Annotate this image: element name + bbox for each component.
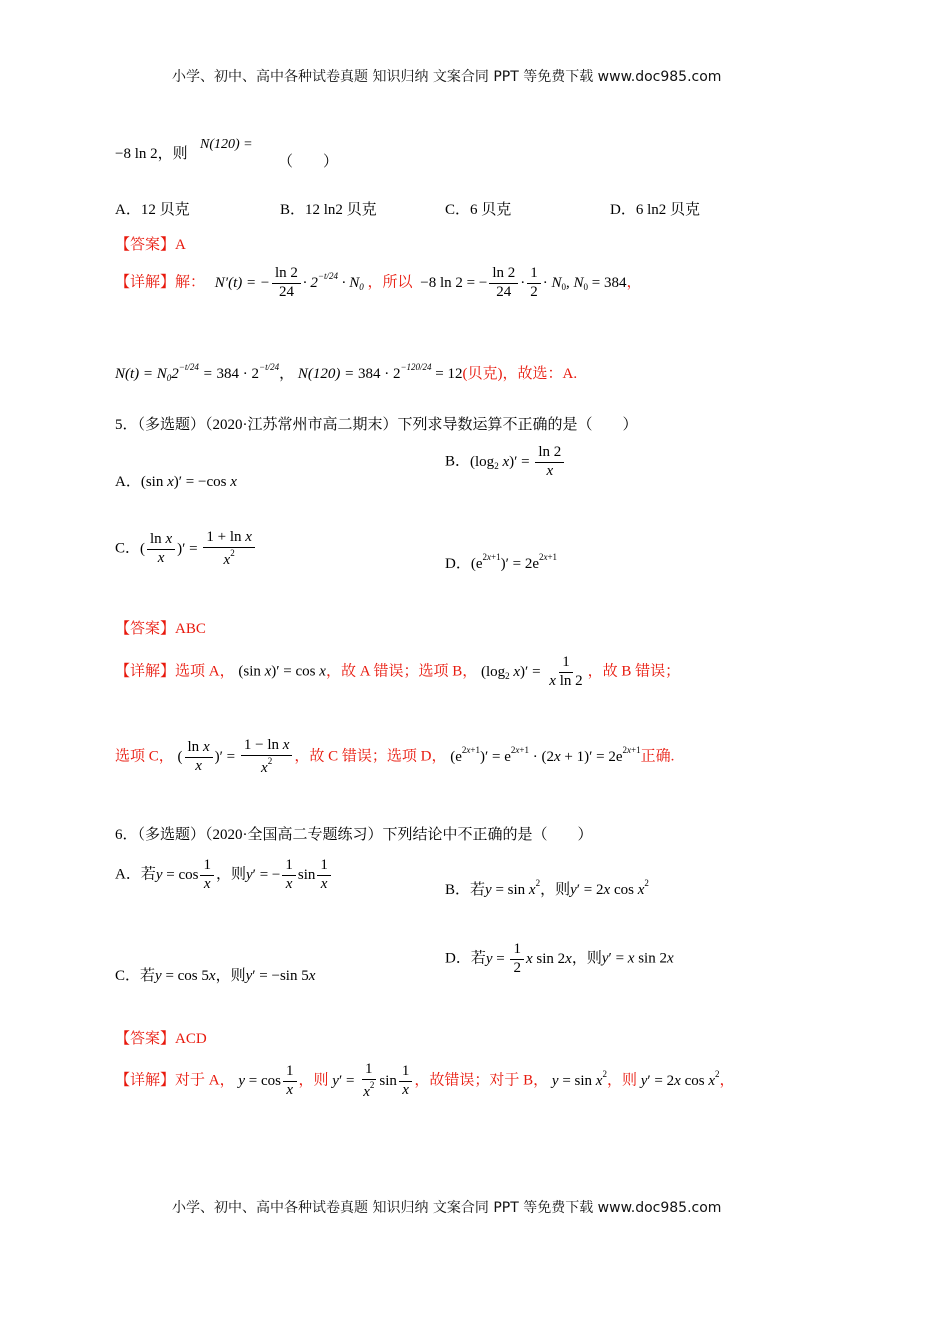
formula-n120: $N(120) = 384 \cdot 2^{-120/24} = 12$	[297, 362, 463, 382]
answer-value: ABC	[175, 621, 206, 637]
q4-expr-minus8ln2: −8 ln 2	[115, 146, 158, 162]
formula: y′ = −sin 5x	[245, 968, 316, 984]
formula: ($\log_2$ x)′ = $\frac{\ln 2}{x}$	[470, 454, 566, 470]
formula: $y = \sin x^2$	[485, 878, 541, 898]
q4-option-d: D．6 ln2 贝克	[610, 202, 701, 218]
page-footer: 小学、初中、高中各种试卷真题 知识归纳 文案合同 PPT 等免费下载 www.doc985.com	[172, 1200, 722, 1216]
q4-then: ，则	[157, 146, 188, 162]
formula: (sin x)′ = −cos x	[140, 474, 237, 490]
formula-n-t: $N(t) = N_02^{-t/24} = 384 \cdot 2^{-t/24}$	[115, 362, 280, 383]
q4-detail-line1	[115, 266, 642, 301]
formula: $(e^{2x+1})' = 2e^{2x+1}$	[470, 552, 558, 572]
q6-stem: 6．（多选题）（2020·全国高二专题练习）下列结论中不正确的是（ ）	[115, 827, 593, 843]
formula: y′ = x sin 2x	[601, 950, 674, 967]
q6-answer	[115, 1027, 207, 1048]
formula: y′ = − $\frac{1}{x}$ sin $\frac{1}{x}$	[246, 867, 333, 883]
formula: y = $\frac{1}{2}$ x sin 2x	[485, 941, 572, 976]
q4-detail-line2: $N(t) = N_02^{-t/24} = 384 \cdot 2^{-t/24}$， $N(120) = 384 \cdot 2^{-120/24} = 12$(贝克)，故选：A.	[115, 362, 578, 383]
formula-solve-n0: −8 ln 2 = − $\frac{\ln 2}{24}$ · $\frac{1}{2}$ · $N_0$, $N_0 = 384$	[420, 265, 627, 300]
q4-answer	[115, 233, 186, 254]
answer-label: 【答案】	[115, 237, 176, 253]
q4-expr-n120: N(120) =	[200, 137, 253, 152]
answer-value: ACD	[175, 1031, 207, 1047]
detail-label: 【详解】	[115, 663, 176, 680]
detail-text: ，所以	[367, 274, 413, 291]
formula: $y = \sin x^2$	[551, 1068, 607, 1089]
q6-option-a: A．若y = cos $\frac{1}{x}$ ，则y′ = − $\frac{1}{x}$ sin $\frac{1}{x}$	[115, 858, 333, 893]
q5-stem: 5．（多选题）（2020·江苏常州市高二期末）下列求导数运算不正确的是（ ）	[115, 417, 638, 433]
q5-detail-line2: 选项 C， ( $\frac{\text{ln x}}{x}$ )′ = $\frac{\text{1 − ln x}}{x^2}$ ，故 C 错误；选项 D， $(e^{2x+1})' = e^{2x+1} \cdot (2x + 1)' = 2e^{2x+1}$正确.	[115, 737, 675, 776]
formula: y = cos 5x	[155, 968, 216, 984]
detail-text: (贝克)，故选：A.	[462, 366, 578, 382]
formula: y = cos $\frac{1}{x}$	[238, 1073, 298, 1089]
formula: ( $\frac{\text{ln x}}{x}$ )′ = $\frac{\text{1 + ln x}}{x^2}$	[140, 541, 257, 557]
formula: y′ = 2x $\cos x^2$	[640, 1068, 720, 1089]
formula-n-prime: N′(t) = − $\frac{\ln 2}{24}$ · $2^{-t/24} \cdot N_0$	[214, 265, 364, 300]
q4-paren: （ ）	[278, 154, 339, 170]
q6-option-b: B．若$y = \sin x^2$，则y′ = 2x $\cos x^2$	[445, 878, 649, 898]
q6-detail-line1: 【详解】对于 A， y = cos $\frac{1}{x}$ ，则 y′ = $\frac{1}{x^2}$ sin $\frac{1}{x}$ ，故错误；对于 B， $y = \sin x^2$，则 y′ = 2x $\cos x^2$，	[115, 1061, 735, 1100]
formula: y′ = 2x $\cos x^2$	[570, 878, 649, 898]
q5-option-d: D．$(e^{2x+1})' = 2e^{2x+1}$	[445, 552, 558, 572]
q5-answer	[115, 617, 206, 638]
detail-text: 解：	[175, 274, 206, 291]
q6-option-c: C．若y = cos 5x，则y′ = −sin 5x	[115, 968, 316, 984]
q4-option-c: C．6 贝克	[445, 202, 512, 218]
q4-option-b: B．12 ln2 贝克	[280, 202, 377, 218]
detail-text: ，	[626, 274, 642, 291]
q6-option-d: D．若y = $\frac{1}{2}$ x sin 2x，则y′ = x sin 2x	[445, 941, 674, 976]
page-header: 小学、初中、高中各种试卷真题 知识归纳 文案合同 PPT 等免费下载 www.doc985.com	[172, 69, 722, 85]
q5-option-a: A．(sin x)′ = −cos x	[115, 474, 237, 490]
q4-continuation	[115, 142, 188, 163]
detail-label: 【详解】	[115, 274, 176, 291]
answer-label: 【答案】	[115, 1031, 176, 1047]
q4-option-a: A．12 贝克	[115, 202, 190, 218]
q5-detail-line1: 【详解】选项 A， (sin x)′ = cos x，故 A 错误；选项 B， ($\log_2$ x)′ = $\frac{1}{\text{x ln 2}}$ ，故 B 错误；	[115, 654, 681, 689]
answer-label: 【答案】	[115, 621, 176, 637]
formula: (sin x)′ = cos x	[238, 663, 326, 680]
formula: y′ = $\frac{1}{x^2}$ sin $\frac{1}{x}$	[332, 1073, 414, 1089]
q5-option-c: C．( $\frac{\text{ln x}}{x}$ )′ = $\frac{\text{1 + ln x}}{x^2}$	[115, 530, 257, 569]
detail-label: 【详解】	[115, 1072, 176, 1089]
answer-value: A	[175, 237, 186, 253]
formula: y = cos $\frac{1}{x}$	[156, 867, 216, 883]
q5-option-b: B．($\log_2$ x)′ = $\frac{\ln 2}{x}$	[445, 445, 566, 480]
formula: ($\log_2$ x)′ = $\frac{1}{\text{x ln 2}}$	[480, 654, 583, 689]
formula: $(e^{2x+1})' = e^{2x+1} \cdot (2x + 1)' = 2e^{2x+1}$	[450, 744, 641, 765]
formula: ( $\frac{\text{ln x}}{x}$ )′ = $\frac{\text{1 − ln x}}{x^2}$	[178, 749, 295, 765]
